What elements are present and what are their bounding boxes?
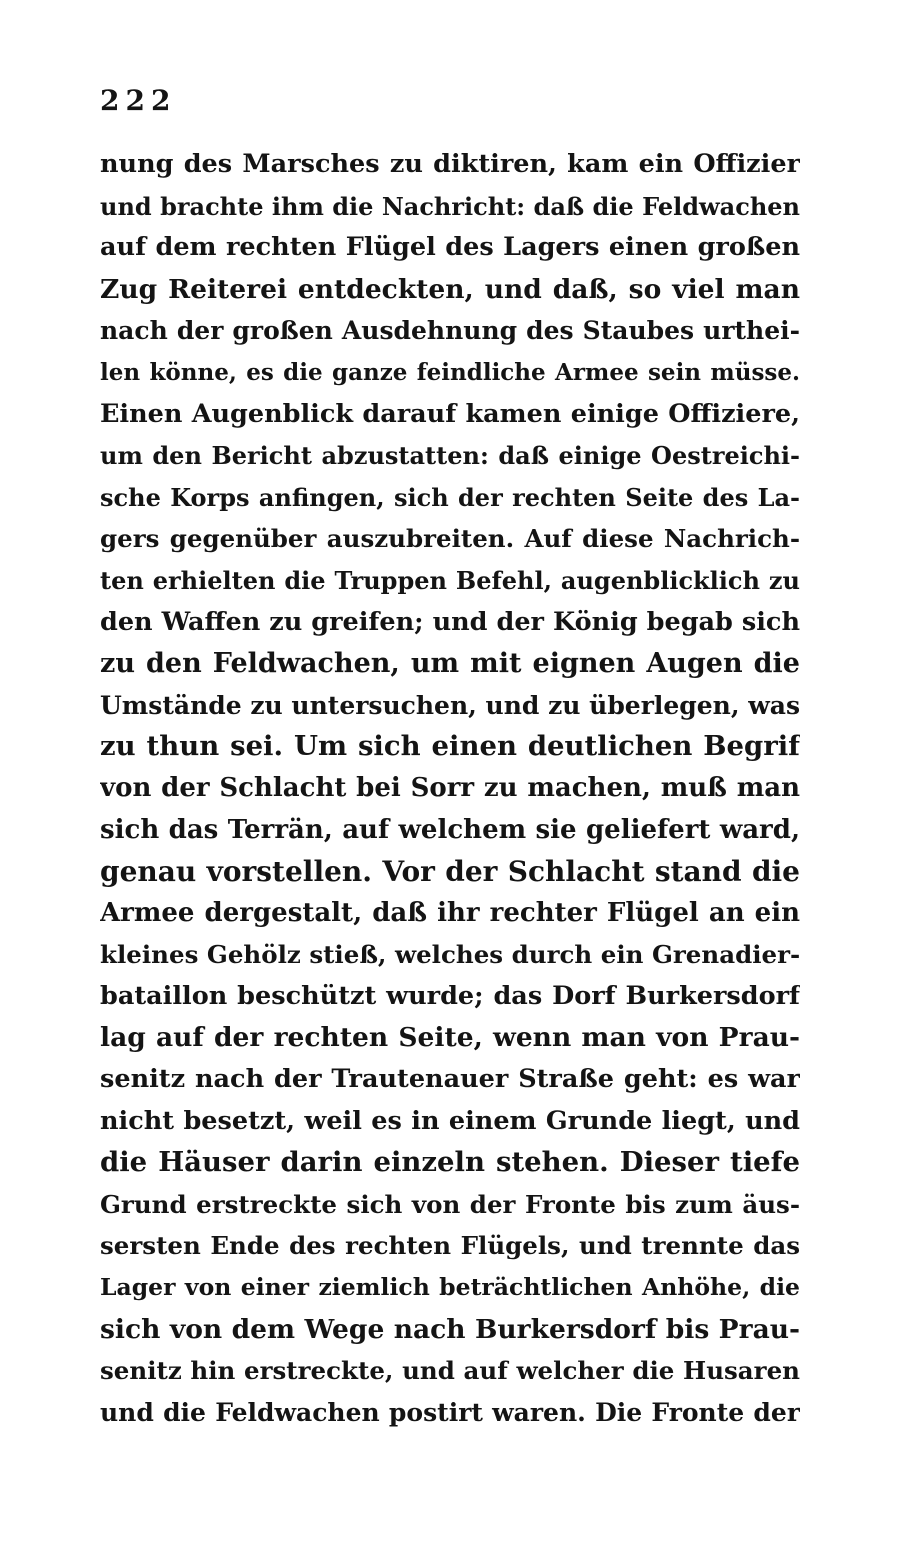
text-line: auf dem rechten Flügel des Lagers einen großen <box>100 232 800 263</box>
text-line: kleines Gehölz stieß, welches durch ein Grenadier- <box>100 940 800 970</box>
text-line: lag auf der rechten Seite, wenn man von Prau- <box>100 1022 800 1054</box>
text-line: bataillon beschützt wurde; das Dorf Burkersdorf <box>100 980 800 1011</box>
text-line: und brachte ihm die Nachricht: daß die Feldwachen <box>100 191 800 221</box>
text-line: die Häuser darin einzeln stehen. Dieser tiefe <box>100 1146 800 1179</box>
text-line: Umstände zu untersuchen, und zu überlegen, was <box>100 690 800 720</box>
text-line: senitz nach der Trautenauer Straße geht: es war <box>100 1064 800 1095</box>
text-line: um den Bericht abzustatten: daß einige Oestreichi- <box>100 441 800 471</box>
body-text <box>100 144 800 1433</box>
text-line: Lager von einer ziemlich beträchtlichen Anhöhe, die <box>100 1273 800 1302</box>
page-number: 222 <box>100 84 177 117</box>
text-line: ten erhielten die Truppen Befehl, augenblicklich zu <box>100 565 800 595</box>
text-line: nach der großen Ausdehnung des Staubes urthei- <box>100 316 800 346</box>
text-line: genau vorstellen. Vor der Schlacht stand die <box>100 855 800 889</box>
text-line: Armee dergestalt, daß ihr rechter Flügel an ein <box>100 897 800 928</box>
text-line: sersten Ende des rechten Flügels, und trennte das <box>100 1231 800 1261</box>
text-line: gers gegenüber auszubreiten. Auf diese Nachrich- <box>100 524 800 554</box>
text-line: len könne, es die ganze feindliche Armee sein müsse. <box>100 358 800 386</box>
text-line: senitz hin erstreckte, und auf welcher die Husaren <box>100 1356 800 1386</box>
text-line: den Waffen zu greifen; und der König begab sich <box>100 606 800 637</box>
text-line: zu den Feldwachen, um mit eignen Augen die <box>100 648 800 680</box>
text-line: Einen Augenblick darauf kamen einige Offiziere, <box>100 398 800 429</box>
text-line: sich das Terrän, auf welchem sie geliefert ward, <box>100 814 800 845</box>
text-line: von der Schlacht bei Sorr zu machen, muß man <box>100 772 800 803</box>
text-line: sich von dem Wege nach Burkersdorf bis Prau- <box>100 1313 800 1345</box>
text-line: Grund erstreckte sich von der Fronte bis zum äus- <box>100 1189 800 1219</box>
text-line: und die Feldwachen postirt waren. Die Fronte der <box>100 1397 800 1427</box>
text-line: sche Korps anfingen, sich der rechten Seite des La- <box>100 482 800 512</box>
text-line: nung des Marsches zu diktiren, kam ein Offizier <box>100 149 800 179</box>
text-line: nicht besetzt, weil es in einem Grunde liegt, und <box>100 1105 800 1136</box>
text-line: zu thun sei. Um sich einen deutlichen Begrif <box>100 730 800 763</box>
text-line: Zug Reiterei entdeckten, und daß, so viel man <box>100 273 800 305</box>
